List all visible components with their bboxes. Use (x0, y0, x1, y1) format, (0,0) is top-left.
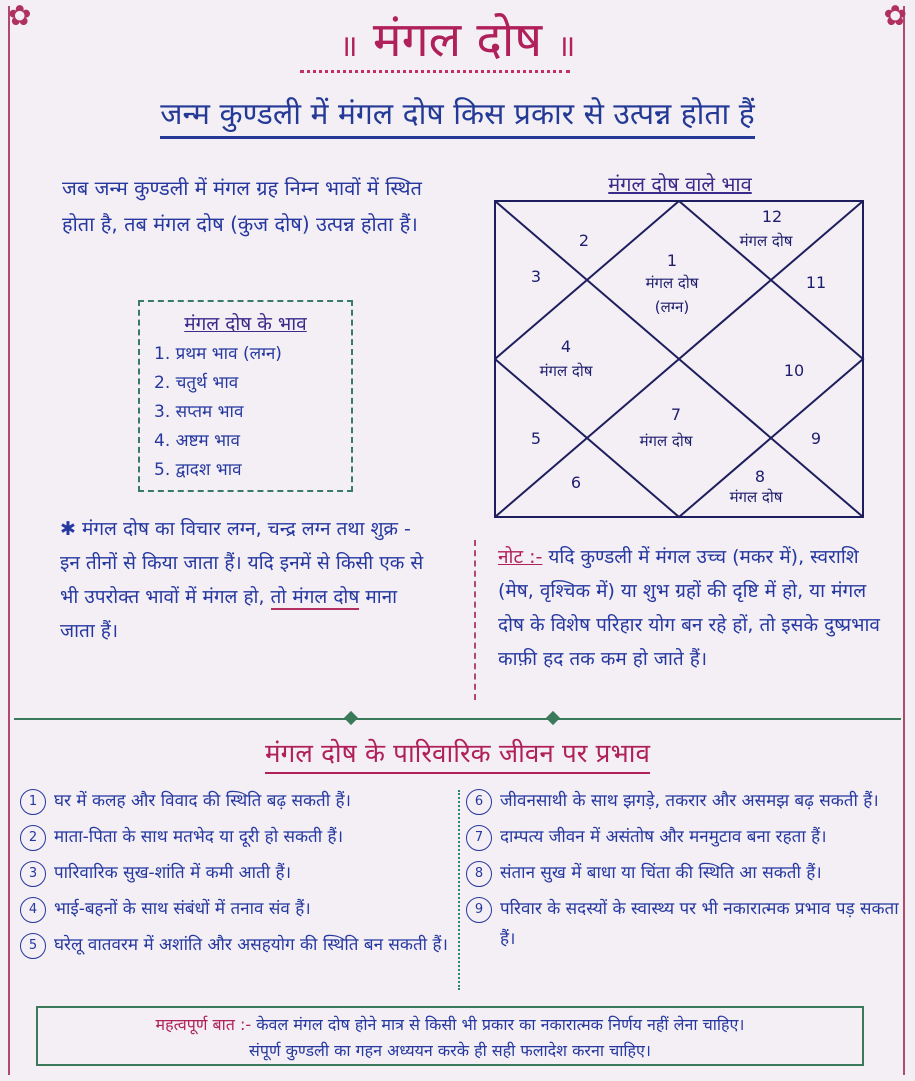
house-dosh-label: मंगल दोष (739, 232, 793, 250)
bhav-list-item: 1. प्रथम भाव (लग्न) (154, 344, 282, 364)
number-circle-icon: 6 (466, 789, 492, 815)
effect-text: माता-पिता के साथ मतभेद या दूरी हो सकती हैं। (54, 827, 344, 847)
intro-paragraph: जब जन्म कुण्डली में मंगल ग्रह निम्न भावों में स्थित होता है, तब मंगल दोष (कुज दोष) उत्पन्न होता हैं। (62, 176, 422, 236)
house-number: 10 (783, 361, 805, 380)
flower-ornament-icon: ✿ (883, 0, 907, 32)
effects-list-right (466, 786, 906, 960)
vichar-text-highlight: तो मंगल दोष (270, 586, 360, 608)
number-circle-icon: 7 (466, 825, 492, 851)
house-number: 8 (754, 467, 766, 486)
house-number: 11 (805, 273, 827, 292)
important-text-1: केवल मंगल दोष होने मात्र से किसी भी प्रकार का नकारात्मक निर्णय नहीं लेना चाहिए। (251, 1015, 745, 1034)
effect-text: भाई-बहनों के साथ संबंधों में तनाव संव हैं। (54, 899, 311, 919)
house-number: 2 (578, 231, 590, 250)
number-circle-icon: 3 (20, 861, 46, 887)
house-dosh-label: मंगल दोष (539, 362, 593, 380)
effect-item (20, 894, 450, 924)
bhav-list-item: 3. सप्तम भाव (154, 402, 244, 422)
number-circle-icon: 2 (20, 825, 46, 851)
title-bars-left: ॥ (339, 29, 358, 64)
important-label: महत्वपूर्ण बात :- (155, 1015, 252, 1034)
parihar-note (498, 540, 888, 676)
effects-list-left (20, 786, 450, 966)
title-bars-right: ॥ (557, 29, 576, 64)
number-circle-icon: 1 (20, 789, 46, 815)
effect-text: घरेलू वातवरम में अशांति और असहयोग की स्थिति बन सकती हैं। (54, 935, 448, 955)
vichar-note (60, 512, 432, 648)
note-text: यदि कुण्डली में मंगल उच्च (मकर में), स्वराशि (मेष, वृश्चिक में) या शुभ ग्रहों की दृष्टि में हो, या मंगल दोष के विशेष परिहार योग बन रहे हों, तो इसके दुष्प्रभाव काफ़ी हद तक कम हो जाते हैं। (498, 546, 880, 670)
bhav-list-item: 4. अष्टम भाव (154, 431, 240, 451)
house-lagna-label: (लग्न) (654, 298, 690, 316)
effect-text: जीवनसाथी के साथ झगड़े, तकरार और असमझ बढ़ सकती हैं। (500, 791, 879, 811)
house-dosh-label: मंगल दोष (729, 488, 783, 506)
house-number: 12 (761, 207, 783, 226)
number-circle-icon: 4 (20, 897, 46, 923)
vichar-text-a: मंगल दोष का विचार लग्न, चन्द्र लग्न तथा शुक्र - इन तीनों से किया जाता हैं। यदि इनमें से किसी एक से भी उपरोक्त भावों में मंगल हो, (60, 518, 424, 608)
effect-item (20, 930, 450, 960)
effect-text: दाम्पत्य जीवन में असंतोष और मनमुटाव बना रहता हैं। (500, 827, 827, 847)
house-number: 6 (570, 473, 582, 492)
bhav-list-item: 5. द्वादश भाव (154, 460, 242, 480)
effects-title-text: मंगल दोष के पारिवारिक जीवन पर प्रभाव (265, 739, 650, 774)
effect-item (20, 858, 450, 888)
star-icon: ✱ (60, 518, 76, 540)
effect-item (20, 822, 450, 852)
effect-item (466, 822, 906, 852)
number-circle-icon: 8 (466, 861, 492, 887)
effect-text: घर में कलह और विवाद की स्थिति बढ़ सकती हैं। (54, 791, 351, 811)
divider-vertical (474, 540, 476, 700)
house-dosh-label: मंगल दोष (639, 432, 693, 450)
number-circle-icon: 5 (20, 933, 46, 959)
chart-title: मंगल दोष वाले भाव (608, 172, 752, 196)
effect-item (466, 858, 906, 888)
effects-divider (458, 790, 460, 990)
kundali-chart (494, 200, 866, 520)
flower-ornament-icon: ✿ (8, 0, 32, 32)
important-text-2: संपूर्ण कुण्डली का गहन अध्ययन करके ही सही फलादेश करना चाहिए। (249, 1041, 651, 1060)
number-circle-icon: 9 (466, 897, 492, 923)
effect-item (20, 786, 450, 816)
effects-title (0, 734, 915, 770)
house-number: 7 (670, 405, 682, 424)
section-divider (14, 718, 901, 720)
house-number: 4 (560, 337, 572, 356)
vichar-text-c: माना जाता हैं। (60, 586, 398, 642)
effect-item (466, 786, 906, 816)
effect-text: संतान सुख में बाधा या चिंता की स्थिति आ सकती हैं। (500, 863, 822, 883)
page-title (0, 6, 915, 71)
effect-item (466, 894, 906, 954)
house-dosh-label: मंगल दोष (645, 274, 699, 292)
house-number: 3 (530, 267, 542, 286)
note-label: नोट :- (498, 546, 543, 568)
house-number: 1 (666, 251, 678, 270)
effect-text: परिवार के सदस्यों के स्वास्थ्य पर भी नकारात्मक प्रभाव पड़ सकता हैं। (500, 899, 899, 949)
bhav-list-item: 2. चतुर्थ भाव (154, 373, 239, 393)
subtitle-text: जन्म कुण्डली में मंगल दोष किस प्रकार से उत्पन्न होता हैं (160, 97, 755, 139)
effect-text: पारिवारिक सुख-शांति में कमी आती हैं। (54, 863, 292, 883)
important-line-1 (38, 1012, 862, 1038)
title-underline (300, 70, 570, 73)
subtitle (0, 92, 915, 133)
bhav-list-box (138, 300, 353, 492)
house-number: 9 (810, 429, 822, 448)
important-box (36, 1006, 864, 1066)
bhav-list-title: मंगल दोष के भाव (184, 313, 307, 335)
house-number: 5 (530, 429, 542, 448)
title-text: मंगल दोष (372, 12, 543, 68)
